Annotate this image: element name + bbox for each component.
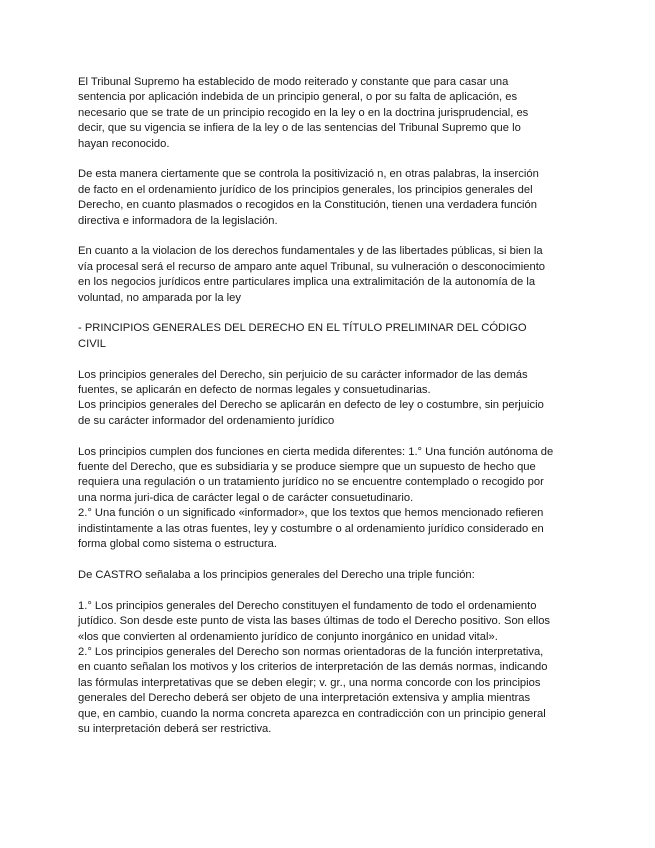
- text-line: De CASTRO señalaba a los principios generales del Derecho una triple función:: [78, 568, 475, 581]
- text-line: su interpretación deberá ser restrictiva.: [78, 722, 272, 735]
- text-line: hayan reconocido.: [78, 137, 170, 150]
- text-line: Los principios generales del Derecho, sin perjuicio de su carácter informador de las demás: [78, 368, 528, 381]
- paragraph-codigo-civil: [78, 368, 578, 430]
- text-line: directiva e informadora de la legislación.: [78, 214, 278, 227]
- text-line: fuente del Derecho, que es subsidiaria y se produce siempre que un supuesto de hecho que: [78, 461, 536, 474]
- text-line: El Tribunal Supremo ha establecido de modo reiterado y constante que para casar una: [78, 76, 509, 88]
- heading-line: CIVIL: [78, 337, 106, 350]
- text-line: voluntad, no amparada por la ley: [78, 291, 241, 304]
- text-line: jutídico. Son desde este punto de vista las bases últimas de todo el Derecho positivo. Son ellos: [78, 615, 551, 628]
- paragraph-tribunal-supremo: [78, 75, 578, 152]
- text-line: 2.° Los principios generales del Derecho son normas orientadoras de la función interpretativa,: [78, 645, 544, 658]
- text-line: fuentes, se aplicarán en defecto de normas legales y consuetudinarias.: [78, 384, 431, 397]
- text-line: generales del Derecho deberá ser objeto de una interpretación extensiva y amplia mientras: [78, 692, 531, 705]
- text-line: Los principios cumplen dos funciones en cierta medida diferentes: 1.° Una función autónoma de: [78, 445, 554, 458]
- paragraph-derechos-fundamentales: [78, 244, 578, 306]
- text-line: decir, que su vigencia se infiera de la ley o de las sentencias del Tribunal Supremo que lo: [78, 122, 521, 135]
- text-line: forma global como sistema o estructura.: [78, 538, 277, 551]
- text-line: Derecho, en cuanto plasmados o recogidos en la Constitución, tienen una verdadera función: [78, 199, 537, 212]
- text-line: de facto en el ordenamiento jurídico de los principios generales, los principios generales del: [78, 183, 533, 196]
- paragraph-positivizacion: [78, 167, 578, 229]
- section-heading: [78, 321, 578, 352]
- text-line: 2.° Una función o un significado «informador», que los textos que hemos mencionado refieren: [78, 507, 544, 520]
- text-line: «los que convierten al ordenamiento jurídico de conjunto inorgánico en unidad vital».: [78, 630, 498, 643]
- text-line: De esta manera ciertamente que se controla la positivizació n, en otras palabras, la inserción: [78, 168, 539, 181]
- heading-line: - PRINCIPIOS GENERALES DEL DERECHO EN EL TÍTULO PRELIMINAR DEL CÓDIGO: [78, 322, 527, 335]
- text-line: necesario que se trate de un principio recogido en la ley o en la doctrina jurisprudencial, es: [78, 106, 529, 119]
- text-line: las fórmulas interpretativas que se deben elegir; v. gr., una norma concorde con los principios: [78, 676, 541, 689]
- paragraph-de-castro: [78, 568, 578, 583]
- text-line: en cuanto señalan los motivos y los criterios de interpretación de las demás normas, indicando: [78, 661, 548, 674]
- text-line: que, en cambio, cuando la norma concreta aparezca en contradicción con un principio general: [78, 707, 546, 720]
- text-line: Los principios generales del Derecho se aplicarán en defecto de ley o costumbre, sin perjuicio: [78, 399, 544, 412]
- text-line: sentencia por aplicación indebida de un principio general, o por su falta de aplicación, es: [78, 91, 518, 104]
- paragraph-dos-funciones: [78, 445, 578, 553]
- text-line: vía procesal será el recurso de amparo ante aquel Tribunal, su vulneración o desconocimiento: [78, 260, 546, 273]
- text-line: En cuanto a la violacion de los derechos fundamentales y de las libertades públicas, si bien la: [78, 245, 543, 258]
- text-line: de su carácter informador del ordenamiento jurídico: [78, 414, 335, 427]
- text-line: indistintamente a las otras fuentes, ley y costumbre o al ordenamiento jurídico considerado en: [78, 522, 544, 535]
- document-page: [78, 75, 578, 737]
- text-line: en los negocios jurídicos entre particulares implica una extralimitación de la autonomía de la: [78, 276, 536, 289]
- paragraph-triple-funcion: [78, 599, 578, 738]
- text-line: 1.° Los principios generales del Derecho constituyen el fundamento de todo el ordenamiento: [78, 599, 537, 612]
- text-line: una norma juri-dica de carácter legal o de carácter consuetudinario.: [78, 491, 414, 504]
- text-line: requiera una regulación o un tratamiento jurídico no se encuentre contemplado o recogido por: [78, 476, 544, 489]
